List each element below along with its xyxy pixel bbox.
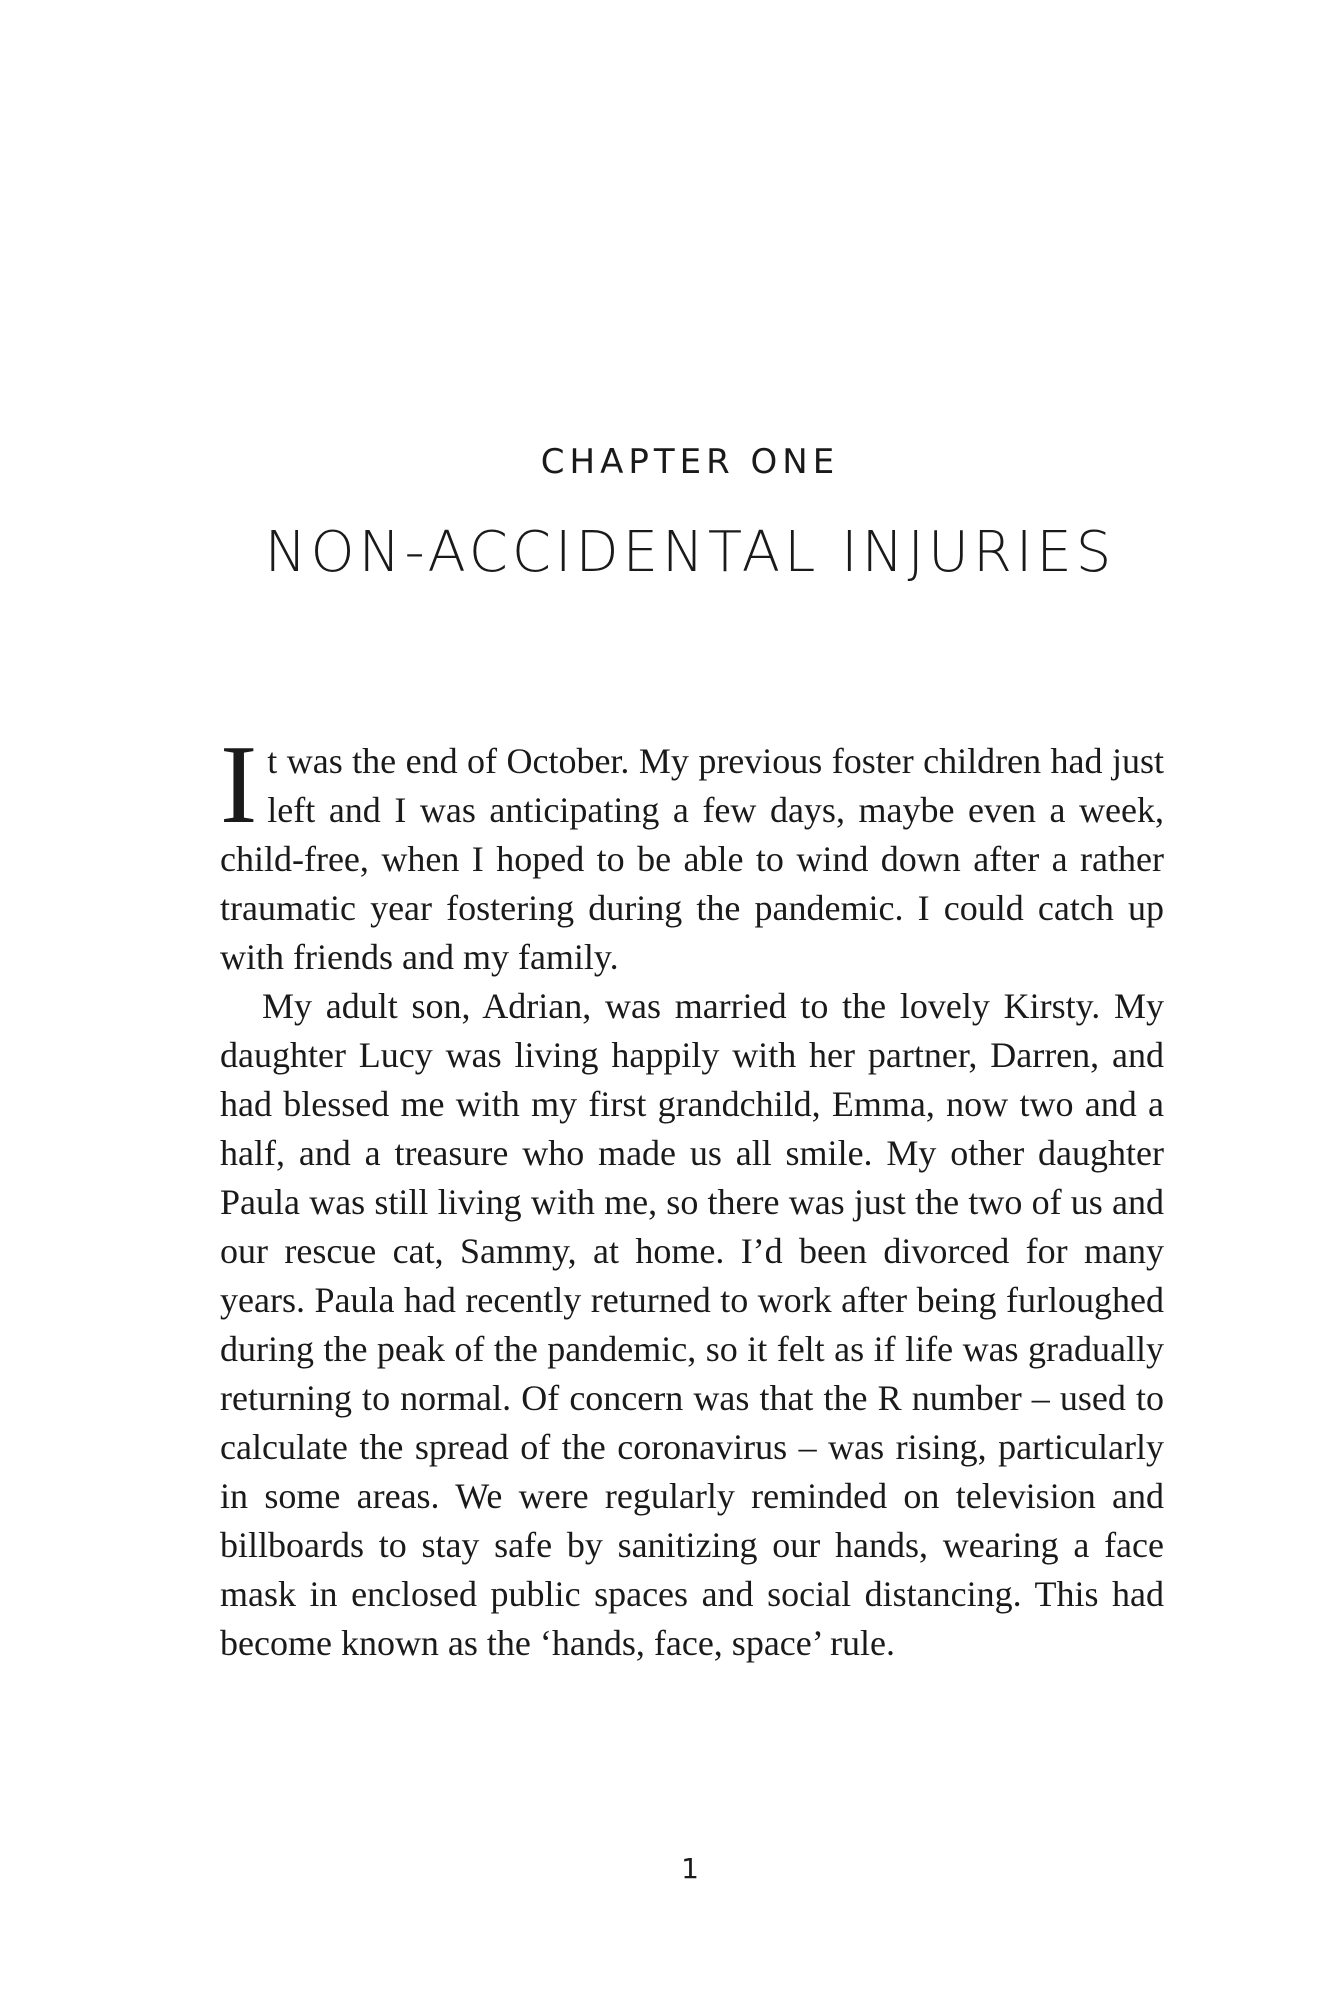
chapter-label: CHAPTER ONE (540, 442, 840, 482)
drop-cap: I (220, 723, 258, 847)
page-number: 1 (681, 1852, 699, 1885)
paragraph-1 (220, 723, 1164, 982)
chapter-body (220, 723, 1164, 1668)
chapter-title: NON-ACCIDENTAL INJURIES (264, 520, 1116, 585)
paragraph-2: My adult son, Adrian, was married to the lovely Kirsty. My daughter Lucy was living happily with her partner, Darren, and had blessed me with my first grandchild, Emma, now two and a half, and a treasure who made us all smile. My other daughter Paula was still living with me, so there was just the two of us and our rescue cat, Sammy, at home. I’d been divorced for many years. Paula had recently returned to work after being furloughed during the peak of the pandemic, so it felt as if life was gradually returning to normal. Of concern was that the R number – used to calculate the spread of the coronavirus – was rising, particularly in some areas. We were regularly reminded on television and billboards to stay safe by sanitizing our hands, wearing a face mask in enclosed public spaces and social distancing. This had become known as the ‘hands, face, space’ rule. (220, 986, 1164, 1663)
paragraph-1-text: t was the end of October. My previous foster children had just left and I was anticipating a few days, maybe even a week, child-free, when I hoped to be able to wind down after a rather traumatic year fostering during the pandemic. I could catch up with friends and my family. (220, 741, 1164, 977)
